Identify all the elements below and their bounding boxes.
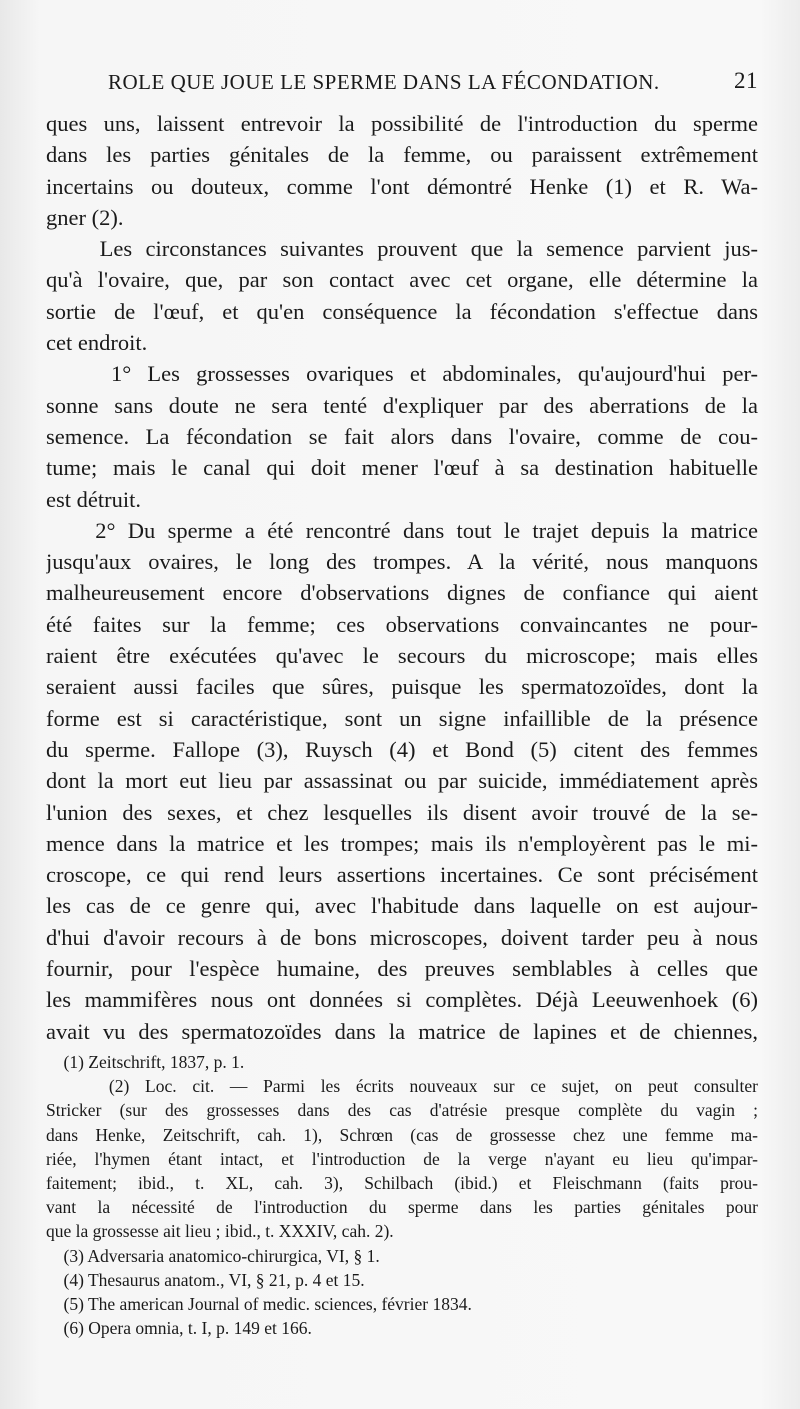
text-line: qu'à l'ovaire, que, par son contact avec cet organe, elle détermine la [46,267,758,293]
footnote-line: que la grossesse ait lieu ; ibid., t. XXXIV, cah. 2). [46,1221,394,1242]
text-line: l'union des sexes, et chez lesquelles ils disent avoir trouvé de la se- [46,799,758,825]
text-line: raient être exécutées qu'avec le secours du microscope; mais elles [46,643,758,669]
text-line: dont la mort eut lieu par assassinat ou par suicide, immédiatement après [46,768,758,794]
text-line: les mammifères nous ont données si complètes. Déjà Leeuwenhoek (6) [46,987,758,1013]
text-line: incertains ou douteux, comme l'ont démontré Henke (1) et R. Wa- [46,173,758,199]
text-line: jusqu'aux ovaires, le long des trompes. A la vérité, nous manquons [46,549,758,575]
main-text [46,108,758,1047]
text-line: 2° Du sperme a été rencontré dans tout le trajet depuis la matrice [46,517,758,543]
text-line: dans les parties génitales de la femme, ou paraissent extrêmement [46,142,758,168]
running-header [108,70,758,100]
text-line: été faites sur la femme; ces observations convaincantes ne pour- [46,611,758,637]
footnote-line: (3) Adversaria anatomico-chirurgica, VI, § 1. [46,1245,380,1266]
text-line: cet endroit. [46,330,148,356]
text-line: avait vu des spermatozoïdes dans la matrice de lapines et de chiennes, [46,1018,758,1044]
text-line: du sperme. Fallope (3), Ruysch (4) et Bond (5) citent des femmes [46,736,758,762]
text-line: fournir, pour l'espèce humaine, des preuves semblables à celles que [46,956,758,982]
text-line: semence. La fécondation se fait alors dans l'ovaire, comme de cou- [46,423,758,449]
text-line: 1° Les grossesses ovariques et abdominales, qu'aujourd'hui per- [46,361,758,387]
text-line: d'hui d'avoir recours à de bons microscopes, doivent tarder peu à nous [46,924,758,950]
text-line: sortie de l'œuf, et qu'en conséquence la fécondation s'effectue dans [46,298,758,324]
text-line: mence dans la matrice et les trompes; mais ils n'employèrent pas le mi- [46,830,758,856]
footnote-line: vant la nécessité de l'introduction du sperme dans les parties génitales pour [46,1197,758,1218]
footnote-line: (5) The american Journal of medic. sciences, février 1834. [46,1293,472,1314]
text-line: croscope, ce qui rend leurs assertions incertaines. Ce sont précisément [46,862,758,888]
text-line: malheureusement encore d'observations dignes de confiance qui aient [46,580,758,606]
text-line: est détruit. [46,486,141,512]
page-number: 21 [734,68,758,93]
footnote-line: Stricker (sur des grossesses dans des cas d'atrésie presque complète du vagin ; [46,1100,758,1121]
text-line: les cas de ce genre qui, avec l'habitude dans laquelle on est aujour- [46,893,758,919]
footnote-line: faitement; ibid., t. XL, cah. 3), Schilbach (ibid.) et Fleischmann (faits prou- [46,1172,758,1193]
text-line: forme est si caractéristique, sont un signe infaillible de la présence [46,705,758,731]
footnote-line: dans Henke, Zeitschrift, cah. 1), Schrœn (cas de grossesse chez une femme ma- [46,1124,758,1145]
running-title: ROLE QUE JOUE LE SPERME DANS LA FÉCONDATION. [108,70,660,94]
text-line: seraient aussi faciles que sûres, puisque les spermatozoïdes, dont la [46,674,758,700]
text-line: gner (2). [46,204,124,230]
footnotes [46,1050,758,1340]
text-line: Les circonstances suivantes prouvent que la semence parvient jus- [46,236,758,262]
text-line: tume; mais le canal qui doit mener l'œuf à sa destination habituelle [46,455,758,481]
footnote-line: riée, l'hymen étant intact, et l'introduction de la verge n'ayant eu lieu qu'impar- [46,1148,758,1169]
footnote-line: (2) Loc. cit. — Parmi les écrits nouveaux sur ce sujet, on peut consulter [46,1076,758,1097]
text-line: sonne sans doute ne sera tenté d'expliquer par des aberrations de la [46,392,758,418]
footnote-line: (1) Zeitschrift, 1837, p. 1. [46,1052,245,1072]
text-line: ques uns, laissent entrevoir la possibilité de l'introduction du sperme [46,111,758,136]
footnote-line: (6) Opera omnia, t. I, p. 149 et 166. [46,1318,312,1339]
footnote-line: (4) Thesaurus anatom., VI, § 21, p. 4 et 15. [46,1269,365,1290]
